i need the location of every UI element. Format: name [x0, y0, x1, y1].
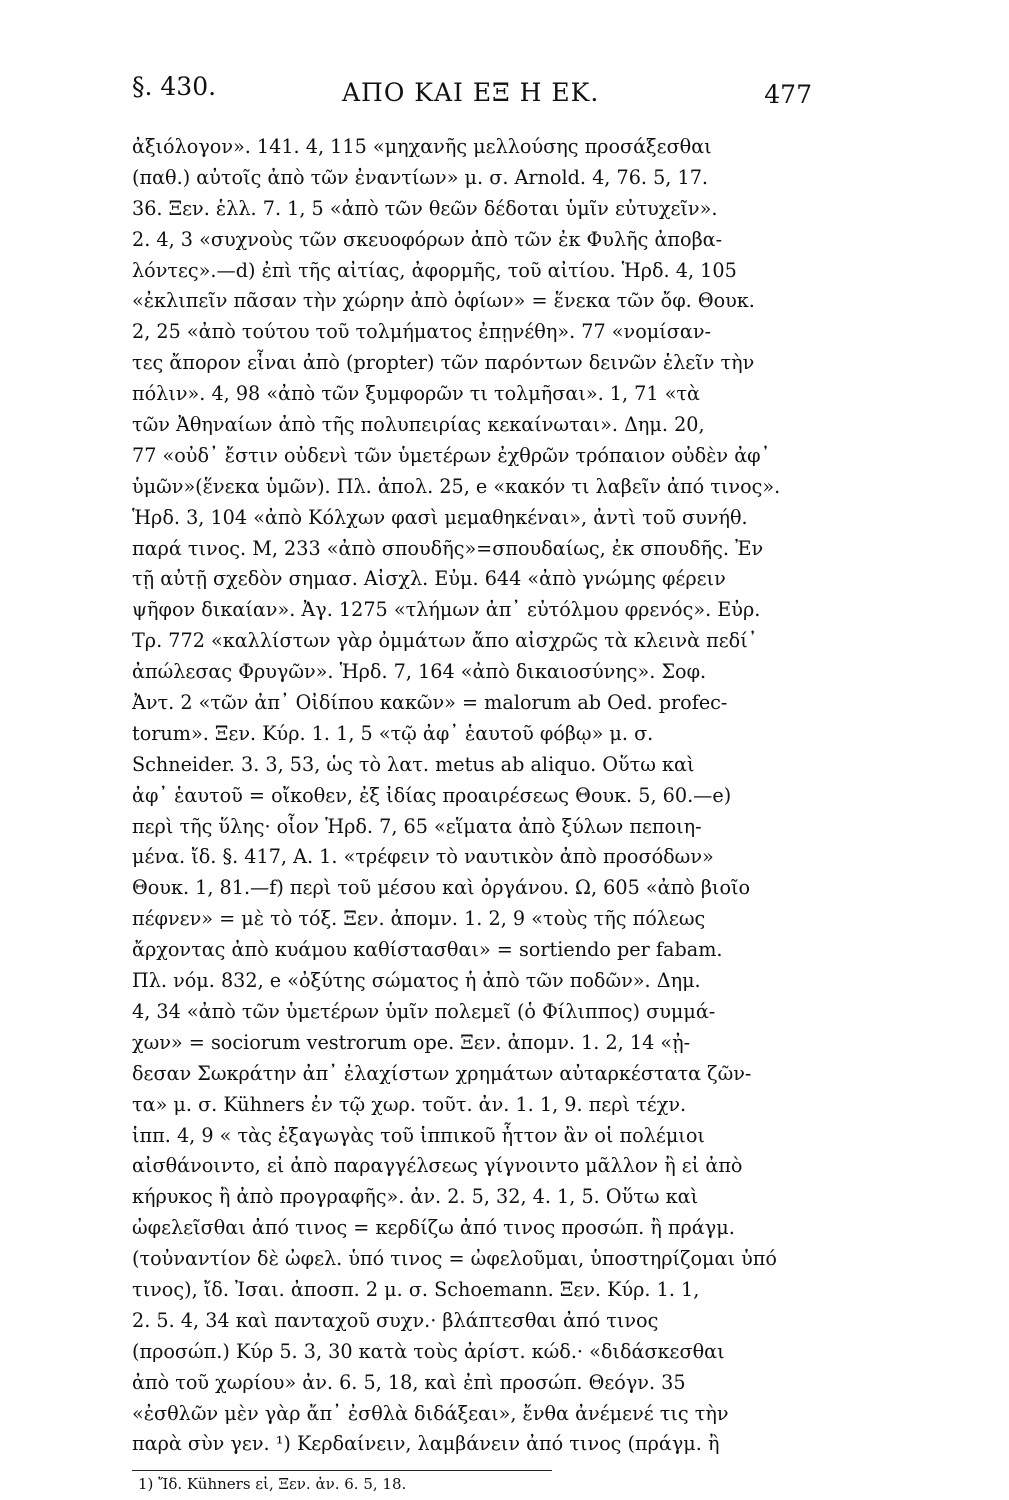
- text-line: (παθ.) αὐτοῖς ἀπὸ τῶν ἐναντίων» μ. σ. Arnold. 4, 76. 5, 17.: [132, 165, 709, 189]
- text-line: πόλιν». 4, 98 «ἀπὸ τῶν ξυμφορῶν τι τολμῆσαι». 1, 71 «τὰ: [132, 382, 701, 406]
- text-line: ὠφελεῖσθαι ἀπό τινος = κερδίζω ἀπό τινος προσώπ. ἢ πράγμ.: [132, 1216, 735, 1240]
- text-line: 2, 25 «ἀπὸ τούτου τοῦ τολμήματος ἐπῃνέθη». 77 «νομίσαν-: [132, 320, 711, 344]
- text-line: λόντες».—d) ἐπὶ τῆς αἰτίας, ἀφορμῆς, τοῦ αἰτίου. Ἡρδ. 4, 105: [132, 258, 737, 282]
- section-number: §. 430.: [132, 72, 217, 101]
- text-line: ἄρχοντας ἀπὸ κυάμου καθίστασθαι» = sortiendo per fabam.: [132, 938, 723, 962]
- text-line: Ἀντ. 2 «τῶν ἀπ᾽ Οἰδίπου κακῶν» = malorum ab Oed. profec-: [132, 691, 728, 715]
- text-line: χων» = sociorum vestrorum ope. Ξεν. ἀπομν. 1. 2, 14 «ᾐ-: [132, 1030, 691, 1054]
- text-line: ἀπώλεσας Φρυγῶν». Ἡρδ. 7, 164 «ἀπὸ δικαιοσύνης». Σοφ.: [132, 660, 707, 684]
- text-line: (προσώπ.) Κύρ 5. 3, 30 κατὰ τοὺς ἀρίστ. κώδ.· «διδάσκεσθαι: [132, 1339, 725, 1363]
- page-number: 477: [764, 80, 812, 109]
- text-line: πέφνεν» = μὲ τὸ τόξ. Ξεν. ἀπομν. 1. 2, 9 «τοὺς τῆς πόλεως: [132, 907, 706, 931]
- text-line: ὑμῶν»(ἕνεκα ὑμῶν). Πλ. ἀπολ. 25, e «κακόν τι λαβεῖν ἀπό τινος».: [132, 474, 781, 498]
- text-line: ἱππ. 4, 9 « τὰς ἐξαγωγὰς τοῦ ἱππικοῦ ἧττον ἂν οἱ πολέμιοι: [132, 1123, 705, 1147]
- text-line: Θουκ. 1, 81.—f) περὶ τοῦ μέσου καὶ ὀργάνου. Ω, 605 «ἀπὸ βιοῖο: [132, 876, 751, 900]
- footnote-rule: [132, 1470, 552, 1471]
- text-line: μένα. ἴδ. §. 417, A. 1. «τρέφειν τὸ ναυτικὸν ἀπὸ προσόδων»: [132, 845, 714, 869]
- book-page: [132, 62, 812, 1493]
- running-title: ΑΠΟ ΚΑΙ ΕΞ Η ΕΚ.: [342, 78, 600, 107]
- text-line: 4, 34 «ἀπὸ τῶν ὑμετέρων ὑμῖν πολεμεῖ (ὁ Φίλιππος) συμμά-: [132, 999, 716, 1023]
- text-line: Schneider. 3. 3, 53, ὡς τὸ λατ. metus ab aliquo. Οὕτω καὶ: [132, 752, 695, 776]
- footnote: 1) Ἴδ. Kühners εἰ, Ξεν. ἀν. 6. 5, 18.: [138, 1475, 407, 1494]
- text-line: 2. 4, 3 «συχνοὺς τῶν σκευοφόρων ἀπὸ τῶν ἐκ Φυλῆς ἀποβα-: [132, 227, 723, 251]
- body-text: [132, 132, 812, 1460]
- text-line: «ἐσθλῶν μὲν γὰρ ἄπ᾽ ἐσθλὰ διδάξεαι», ἔνθα ἀνέμενέ τις τὴν: [132, 1401, 729, 1425]
- text-line: τινος), ἴδ. Ἰσαι. ἀποσπ. 2 μ. σ. Schoemann. Ξεν. Κύρ. 1. 1,: [132, 1277, 700, 1301]
- text-line: ἀπὸ τοῦ χωρίου» ἀν. 6. 5, 18, καὶ ἐπὶ προσώπ. Θεόγν. 35: [132, 1370, 686, 1394]
- text-line: 77 «οὐδ᾽ ἔστιν οὐδενὶ τῶν ὑμετέρων ἐχθρῶν τρόπαιον οὐδὲν ἀφ᾽: [132, 443, 771, 467]
- text-line: τα» μ. σ. Kühners ἐν τῷ χωρ. τοῦτ. ἀν. 1. 1, 9. περὶ τέχν.: [132, 1092, 687, 1116]
- text-line: περὶ τῆς ὕλης· οἷον Ἡρδ. 7, 65 «εἵματα ἀπὸ ξύλων πεποιη-: [132, 814, 702, 838]
- text-line: κήρυκος ἢ ἀπὸ προγραφῆς». ἀν. 2. 5, 32, 4. 1, 5. Οὕτω καὶ: [132, 1185, 699, 1209]
- text-line: 2. 5. 4, 34 καὶ πανταχοῦ συχν.· βλάπτεσθαι ἀπό τινος: [132, 1308, 659, 1332]
- running-head: [132, 62, 812, 110]
- text-line: Πλ. νόμ. 832, e «ὀξύτης σώματος ἡ ἀπὸ τῶν ποδῶν». Δημ.: [132, 969, 701, 993]
- text-line: ἀξιόλογον». 141. 4, 115 «μηχανῆς μελλούσης προσάξεσθαι: [132, 135, 712, 158]
- text-line: τες ἄπορον εἶναι ἀπὸ (propter) τῶν παρόντων δεινῶν ἑλεῖν τὴν: [132, 351, 755, 375]
- text-line: αἰσθάνοιντο, εἰ ἀπὸ παραγγέλσεως γίγνοιντο μᾶλλον ἢ εἰ ἀπὸ: [132, 1154, 743, 1178]
- text-line: παρά τινος. Μ, 233 «ἀπὸ σπουδῆς»=σπουδαίως, ἐκ σπουδῆς. Ἐν: [132, 536, 764, 560]
- text-line: τῶν Ἀθηναίων ἀπὸ τῆς πολυπειρίας κεκαίνωται». Δημ. 20,: [132, 413, 705, 437]
- text-line: παρὰ σὺν γεν. ¹) Κερδαίνειν, λαμβάνειν ἀπό τινος (πράγμ. ἢ: [132, 1432, 720, 1456]
- text-line: 36. Ξεν. ἑλλ. 7. 1, 5 «ἀπὸ τῶν θεῶν δέδοται ὑμῖν εὐτυχεῖν».: [132, 196, 718, 220]
- text-line: δεσαν Σωκράτην ἀπ᾽ ἐλαχίστων χρημάτων αὐταρκέστατα ζῶν-: [132, 1061, 752, 1085]
- text-line: Ἡρδ. 3, 104 «ἀπὸ Κόλχων φασὶ μεμαθηκέναι», ἀντὶ τοῦ συνήθ.: [132, 505, 748, 529]
- text-line: ἀφ᾽ ἑαυτοῦ = οἴκοθεν, ἐξ ἰδίας προαιρέσεως Θουκ. 5, 60.—e): [132, 783, 732, 807]
- text-line: torum». Ξεν. Κύρ. 1. 1, 5 «τῷ ἀφ᾽ ἑαυτοῦ φόβῳ» μ. σ.: [132, 721, 654, 745]
- text-line: τῇ αὐτῇ σχεδὸν σημασ. Αἰσχλ. Εὐμ. 644 «ἀπὸ γνώμης φέρειν: [132, 567, 726, 591]
- text-line: ψῆφον δικαίαν». Ἀγ. 1275 «τλήμων ἀπ᾽ εὐτόλμου φρενός». Εὐρ.: [132, 598, 761, 622]
- text-line: «ἐκλιπεῖν πᾶσαν τὴν χώρην ἀπὸ ὀφίων» = ἕνεκα τῶν ὄφ. Θουκ.: [132, 289, 755, 313]
- text-line: (τοὐναντίον δὲ ὠφελ. ὑπό τινος = ὠφελοῦμαι, ὑποστηρίζομαι ὑπό: [132, 1247, 777, 1271]
- text-line: Τρ. 772 «καλλίστων γὰρ ὀμμάτων ἄπο αἰσχρῶς τὰ κλεινὰ πεδί᾽: [132, 629, 758, 653]
